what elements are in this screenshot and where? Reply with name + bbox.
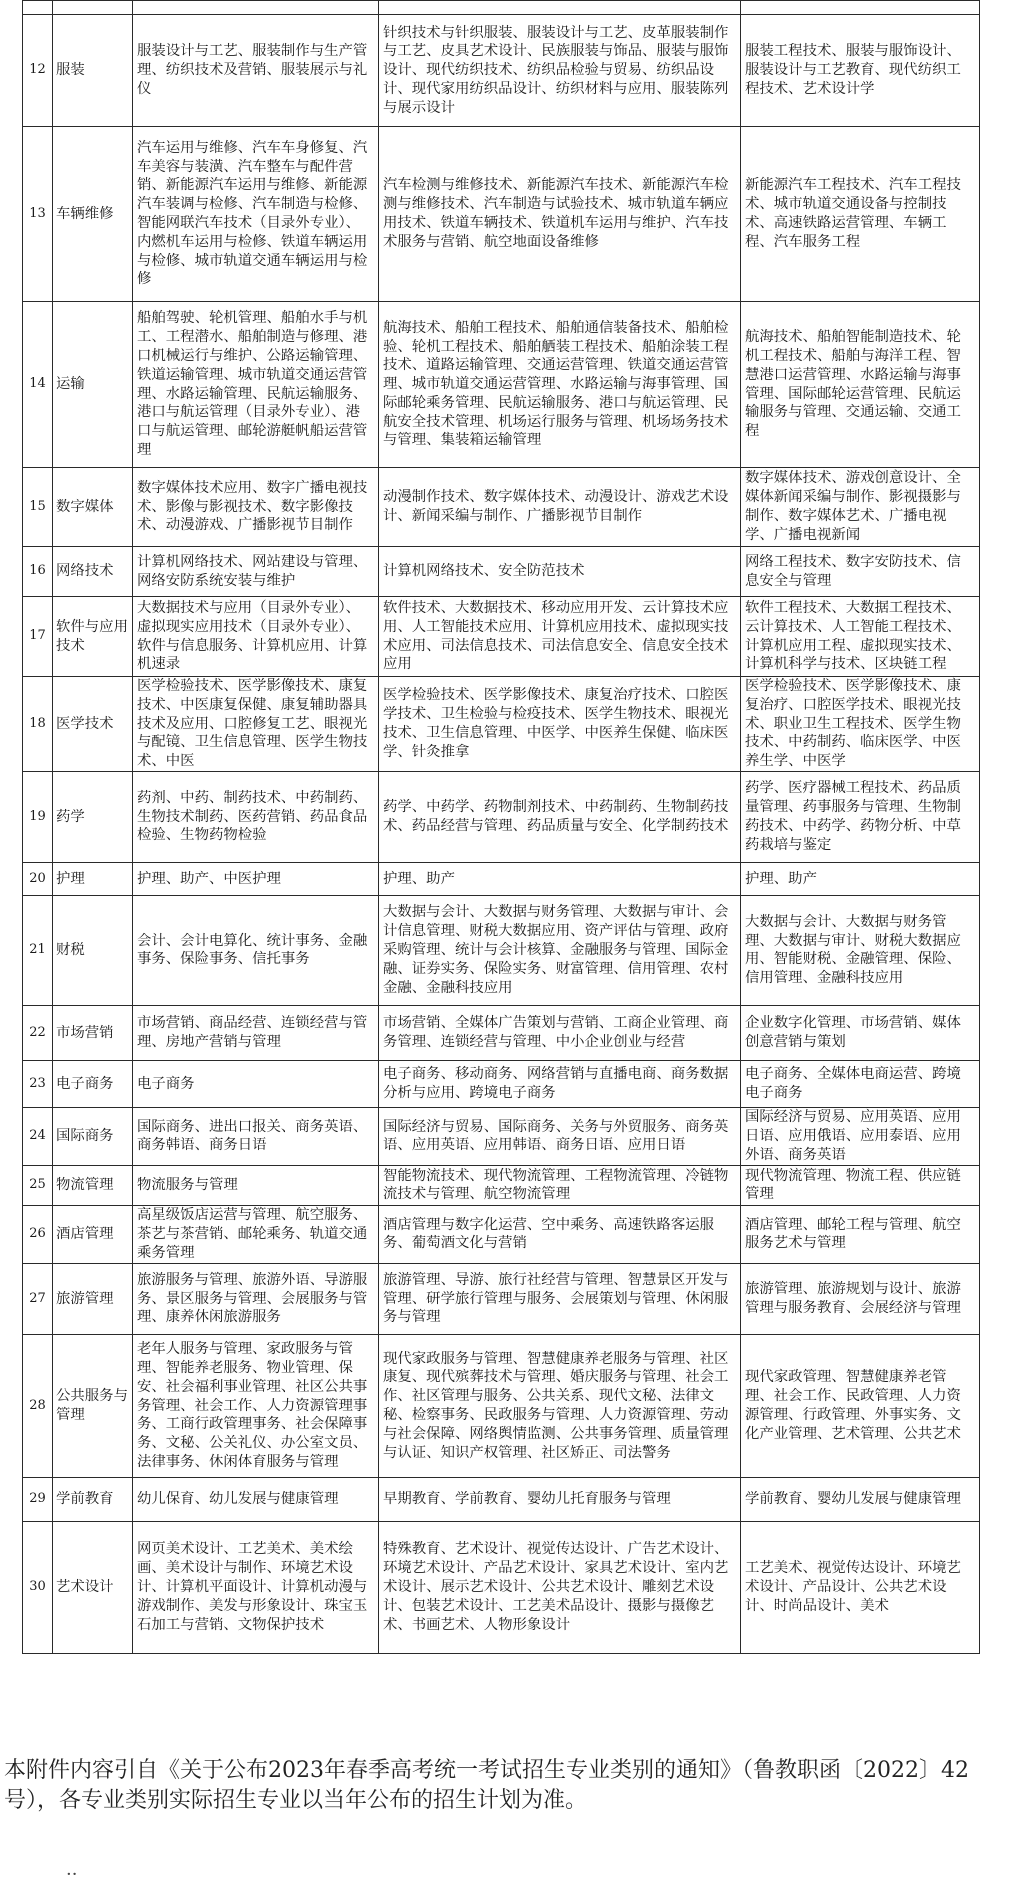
row-number: 20 (23, 862, 53, 895)
undergraduate-majors: 医学检验技术、医学影像技术、康复治疗、口腔医学技术、眼视光技术、职业卫生工程技术、医学生物技术、中药制药、临床医学、中医养生学、中医学 (741, 677, 980, 772)
table-row (23, 1205, 980, 1263)
higher-vocational-majors: 早期教育、学前教育、婴幼儿托育服务与管理 (379, 1477, 741, 1521)
higher-vocational-majors: 市场营销、全媒体广告策划与营销、工商企业管理、商务管理、连锁经营与管理、中小企业创业与经营 (379, 1005, 741, 1060)
table-row (23, 677, 980, 772)
table-row (23, 1521, 980, 1653)
undergraduate-majors: 护理、助产 (741, 862, 980, 895)
higher-vocational-majors: 大数据与会计、大数据与财务管理、大数据与审计、会计信息管理、财税大数据应用、资产评估与管理、政府采购管理、统计与会计核算、金融服务与管理、国际金融、证券实务、保险实务、财富管理、信用管理、农村金融、金融科技应用 (379, 895, 741, 1005)
row-number: 22 (23, 1005, 53, 1060)
row-number: 29 (23, 1477, 53, 1521)
secondary-vocational-majors: 市场营销、商品经营、连锁经营与管理、房地产营销与管理 (133, 1005, 379, 1060)
undergraduate-majors: 学前教育、婴幼儿发展与健康管理 (741, 1477, 980, 1521)
table-row (23, 1, 980, 15)
secondary-vocational-majors: 电子商务 (133, 1060, 379, 1107)
table-row (23, 1477, 980, 1521)
higher-vocational-majors: 动漫制作技术、数字媒体技术、动漫设计、游戏艺术设计、新闻采编与制作、广播影视节目制作 (379, 468, 741, 547)
category-name: 艺术设计 (53, 1521, 133, 1653)
category-name: 国际商务 (53, 1107, 133, 1165)
source-note: 本附件内容引自《关于公布2023年春季高考统一考试招生专业类别的通知》（鲁教职函〔2022〕42号），各专业类别实际招生专业以当年公布的招生计划为准。 (4, 1758, 969, 1813)
secondary-vocational-majors: 旅游服务与管理、旅游外语、导游服务、景区服务与管理、会展服务与管理、康养休闲旅游服务 (133, 1263, 379, 1334)
undergraduate-majors: 电子商务、全媒体电商运营、跨境电子商务 (741, 1060, 980, 1107)
secondary-vocational-majors: 老年人服务与管理、家政服务与管理、智能养老服务、物业管理、保安、社会福利事业管理、社区公共事务管理、社会工作、人力资源管理事务、工商行政管理事务、社会保障事务、文秘、公关礼仪、办公室文员、法律事务、休闲体育服务与管理 (133, 1334, 379, 1477)
undergraduate-majors (741, 1, 980, 15)
higher-vocational-majors: 特殊教育、艺术设计、视觉传达设计、广告艺术设计、环境艺术设计、产品艺术设计、家具艺术设计、室内艺术设计、展示艺术设计、公共艺术设计、雕刻艺术设计、包装艺术设计、工艺美术品设计、摄影与摄像艺术、书画艺术、人物形象设计 (379, 1521, 741, 1653)
undergraduate-majors: 国际经济与贸易、应用英语、应用日语、应用俄语、应用泰语、应用外语、商务英语 (741, 1107, 980, 1165)
higher-vocational-majors: 针织技术与针织服装、服装设计与工艺、皮革服装制作与工艺、皮具艺术设计、民族服装与饰品、服装与服饰设计、现代纺织技术、纺织品检验与贸易、纺织品设计、现代家用纺织品设计、纺织材料与应用、服装陈列与展示设计 (379, 15, 741, 127)
row-number: 13 (23, 127, 53, 302)
secondary-vocational-majors: 药剂、中药、制药技术、中药制药、生物技术制药、医药营销、药品食品检验、生物药物检验 (133, 771, 379, 862)
undergraduate-majors: 药学、医疗器械工程技术、药品质量管理、药事服务与管理、生物制药技术、中药学、药物分析、中草药栽培与鉴定 (741, 771, 980, 862)
undergraduate-majors: 大数据与会计、大数据与财务管理、大数据与审计、财税大数据应用、智能财税、金融管理、保险、信用管理、金融科技应用 (741, 895, 980, 1005)
category-name: 软件与应用技术 (53, 597, 133, 677)
category-name: 电子商务 (53, 1060, 133, 1107)
row-number: 18 (23, 677, 53, 772)
secondary-vocational-majors: 医学检验技术、医学影像技术、康复技术、中医康复保健、康复辅助器具技术及应用、口腔修复工艺、眼视光与配镜、卫生信息管理、医学生物技术、中医 (133, 677, 379, 772)
category-name: 市场营销 (53, 1005, 133, 1060)
higher-vocational-majors: 旅游管理、导游、旅行社经营与管理、智慧景区开发与管理、研学旅行管理与服务、会展策划与管理、休闲服务与管理 (379, 1263, 741, 1334)
secondary-vocational-majors: 高星级饭店运营与管理、航空服务、茶艺与茶营销、邮轮乘务、轨道交通乘务管理 (133, 1205, 379, 1263)
category-name: 数字媒体 (53, 468, 133, 547)
table-row (23, 771, 980, 862)
undergraduate-majors: 旅游管理、旅游规划与设计、旅游管理与服务教育、会展经济与管理 (741, 1263, 980, 1334)
higher-vocational-majors: 国际经济与贸易、国际商务、关务与外贸服务、商务英语、应用英语、应用韩语、商务日语、应用日语 (379, 1107, 741, 1165)
table-row (23, 1334, 980, 1477)
table-row (23, 895, 980, 1005)
undergraduate-majors: 数字媒体技术、游戏创意设计、全媒体新闻采编与制作、影视摄影与制作、数字媒体艺术、广播电视学、广播电视新闻 (741, 468, 980, 547)
table-row (23, 15, 980, 127)
secondary-vocational-majors (133, 1, 379, 15)
undergraduate-majors: 酒店管理、邮轮工程与管理、航空服务艺术与管理 (741, 1205, 980, 1263)
row-number: 17 (23, 597, 53, 677)
category-name: 运输 (53, 302, 133, 468)
table-row (23, 127, 980, 302)
major-category-table (22, 0, 980, 1654)
table-row (23, 1060, 980, 1107)
table-row (23, 862, 980, 895)
row-number: 25 (23, 1165, 53, 1205)
secondary-vocational-majors: 服装设计与工艺、服装制作与生产管理、纺织技术及营销、服装展示与礼仪 (133, 15, 379, 127)
higher-vocational-majors: 酒店管理与数字化运营、空中乘务、高速铁路客运服务、葡萄酒文化与营销 (379, 1205, 741, 1263)
table-row (23, 597, 980, 677)
category-name: 财税 (53, 895, 133, 1005)
row-number: 15 (23, 468, 53, 547)
category-name: 旅游管理 (53, 1263, 133, 1334)
row-number: 19 (23, 771, 53, 862)
category-name: 服装 (53, 15, 133, 127)
row-number: 23 (23, 1060, 53, 1107)
secondary-vocational-majors: 国际商务、进出口报关、商务英语、商务韩语、商务日语 (133, 1107, 379, 1165)
higher-vocational-majors: 计算机网络技术、安全防范技术 (379, 547, 741, 597)
undergraduate-majors: 现代物流管理、物流工程、供应链管理 (741, 1165, 980, 1205)
secondary-vocational-majors: 计算机网络技术、网站建设与管理、网络安防系统安装与维护 (133, 547, 379, 597)
higher-vocational-majors: 软件技术、大数据技术、移动应用开发、云计算技术应用、人工智能技术应用、计算机应用技术、虚拟现实技术应用、司法信息技术、司法信息安全、信息安全技术应用 (379, 597, 741, 677)
secondary-vocational-majors: 幼儿保育、幼儿发展与健康管理 (133, 1477, 379, 1521)
undergraduate-majors: 服装工程技术、服装与服饰设计、服装设计与工艺教育、现代纺织工程技术、艺术设计学 (741, 15, 980, 127)
row-number: 21 (23, 895, 53, 1005)
category-name: 网络技术 (53, 547, 133, 597)
table-row (23, 1107, 980, 1165)
category-name: 护理 (53, 862, 133, 895)
higher-vocational-majors: 电子商务、移动商务、网络营销与直播电商、商务数据分析与应用、跨境电子商务 (379, 1060, 741, 1107)
row-number: 12 (23, 15, 53, 127)
category-name: 车辆维修 (53, 127, 133, 302)
category-name: 物流管理 (53, 1165, 133, 1205)
higher-vocational-majors: 现代家政服务与管理、智慧健康养老服务与管理、社区康复、现代殡葬技术与管理、婚庆服务与管理、社会工作、社区管理与服务、公共关系、现代文秘、法律文秘、检察事务、民政服务与管理、人力资源管理、劳动与社会保障、网络舆情监测、公共事务管理、质量管理与认证、知识产权管理、社区矫正、司法警务 (379, 1334, 741, 1477)
undergraduate-majors: 工艺美术、视觉传达设计、环境艺术设计、产品设计、公共艺术设计、时尚品设计、美术 (741, 1521, 980, 1653)
category-name: 酒店管理 (53, 1205, 133, 1263)
higher-vocational-majors: 护理、助产 (379, 862, 741, 895)
table-row (23, 1263, 980, 1334)
higher-vocational-majors: 汽车检测与维修技术、新能源汽车技术、新能源汽车检测与维修技术、汽车制造与试验技术、城市轨道车辆应用技术、铁道车辆技术、铁道机车运用与维护、汽车技术服务与营销、航空地面设备维修 (379, 127, 741, 302)
table-row (23, 1165, 980, 1205)
category-name: 公共服务与管理 (53, 1334, 133, 1477)
undergraduate-majors: 航海技术、船舶智能制造技术、轮机工程技术、船舶与海洋工程、智慧港口运营管理、水路运输与海事管理、国际邮轮运营管理、民航运输服务与管理、交通运输、交通工程 (741, 302, 980, 468)
higher-vocational-majors: 智能物流技术、现代物流管理、工程物流管理、冷链物流技术与管理、航空物流管理 (379, 1165, 741, 1205)
secondary-vocational-majors: 会计、会计电算化、统计事务、金融事务、保险事务、信托事务 (133, 895, 379, 1005)
row-number: 16 (23, 547, 53, 597)
row-number: 14 (23, 302, 53, 468)
category-name: 医学技术 (53, 677, 133, 772)
secondary-vocational-majors: 数字媒体技术应用、数字广播电视技术、影像与影视技术、数字影像技术、动漫游戏、广播影视节目制作 (133, 468, 379, 547)
higher-vocational-majors (379, 1, 741, 15)
category-name (53, 1, 133, 15)
table-row (23, 547, 980, 597)
row-number: 24 (23, 1107, 53, 1165)
table-row (23, 468, 980, 547)
undergraduate-majors: 软件工程技术、大数据工程技术、云计算技术、人工智能工程技术、计算机应用工程、虚拟现实技术、计算机科学与技术、区块链工程 (741, 597, 980, 677)
row-number (23, 1, 53, 15)
higher-vocational-majors: 医学检验技术、医学影像技术、康复治疗技术、口腔医学技术、卫生检验与检疫技术、医学生物技术、眼视光技术、卫生信息管理、中医学、中医养生保健、临床医学、针灸推拿 (379, 677, 741, 772)
table-row (23, 1005, 980, 1060)
category-name: 药学 (53, 771, 133, 862)
secondary-vocational-majors: 船舶驾驶、轮机管理、船舶水手与机工、工程潜水、船舶制造与修理、港口机械运行与维护、公路运输管理、铁道运输管理、城市轨道交通运营管理、水路运输管理、民航运输服务、港口与航运管理（目录外专业）、港口与航运管理、邮轮游艇帆船运营管理 (133, 302, 379, 468)
secondary-vocational-majors: 护理、助产、中医护理 (133, 862, 379, 895)
undergraduate-majors: 新能源汽车工程技术、汽车工程技术、城市轨道交通设备与控制技术、高速铁路运营管理、车辆工程、汽车服务工程 (741, 127, 980, 302)
row-number: 30 (23, 1521, 53, 1653)
higher-vocational-majors: 航海技术、船舶工程技术、船舶通信装备技术、船舶检验、轮机工程技术、船舶舾装工程技术、船舶涂装工程技术、道路运输管理、交通运营管理、铁道交通运营管理、城市轨道交通运营管理、水路运输与海事管理、国际邮轮乘务管理、民航运输服务、港口与航运管理、民航安全技术管理、机场运行服务与管理、机场场务技术与管理、集装箱运输管理 (379, 302, 741, 468)
higher-vocational-majors: 药学、中药学、药物制剂技术、中药制药、生物制药技术、药品经营与管理、药品质量与安全、化学制药技术 (379, 771, 741, 862)
undergraduate-majors: 企业数字化管理、市场营销、媒体创意营销与策划 (741, 1005, 980, 1060)
category-name: 学前教育 (53, 1477, 133, 1521)
secondary-vocational-majors: 物流服务与管理 (133, 1165, 379, 1205)
table-row (23, 302, 980, 468)
secondary-vocational-majors: 汽车运用与维修、汽车车身修复、汽车美容与装潢、汽车整车与配件营销、新能源汽车运用与维修、新能源汽车装调与检修、汽车制造与检修、智能网联汽车技术（目录外专业）、内燃机车运用与检修、铁道车辆运用与检修、城市轨道交通车辆运用与检修 (133, 127, 379, 302)
secondary-vocational-majors: 网页美术设计、工艺美术、美术绘画、美术设计与制作、环境艺术设计、计算机平面设计、计算机动漫与游戏制作、美发与形象设计、珠宝玉石加工与营销、文物保护技术 (133, 1521, 379, 1653)
row-number: 27 (23, 1263, 53, 1334)
row-number: 28 (23, 1334, 53, 1477)
page-edge-fragment: ·· (66, 1864, 78, 1885)
row-number: 26 (23, 1205, 53, 1263)
undergraduate-majors: 现代家政管理、智慧健康养老管理、社会工作、民政管理、人力资源管理、行政管理、外事实务、文化产业管理、艺术管理、公共艺术 (741, 1334, 980, 1477)
secondary-vocational-majors: 大数据技术与应用（目录外专业）、虚拟现实应用技术（目录外专业）、软件与信息服务、计算机应用、计算机速录 (133, 597, 379, 677)
undergraduate-majors: 网络工程技术、数字安防技术、信息安全与管理 (741, 547, 980, 597)
